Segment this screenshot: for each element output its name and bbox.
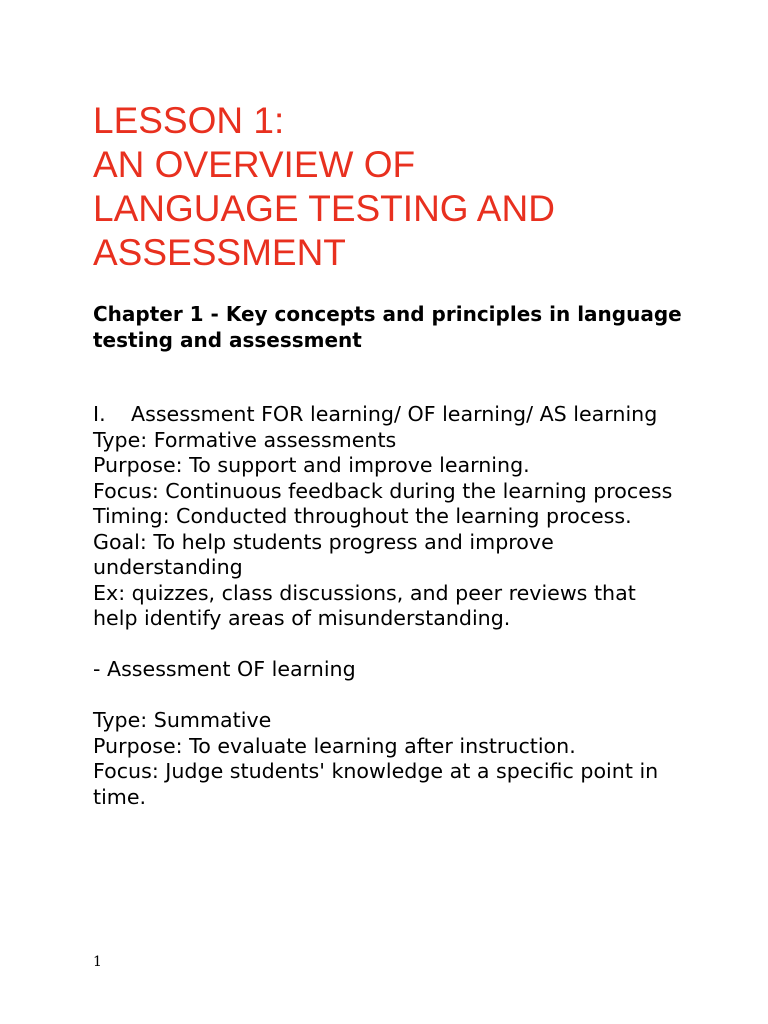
lesson-title-line-3: LANGUAGE TESTING AND [93, 188, 555, 229]
summative-type-line: Type: Summative [93, 708, 272, 732]
section-2-heading: - Assessment OF learning [93, 657, 356, 681]
formative-goal-line: Goal: To help students progress and improve understanding [93, 529, 554, 579]
page-number: 1 [93, 954, 102, 970]
summative-focus-line: Focus: Judge students' knowledge at a specific point in time. [93, 759, 659, 809]
section-1-heading: Assessment FOR learning/ OF learning/ AS learning [131, 402, 658, 426]
paragraph-spacer [93, 632, 683, 658]
document-body [93, 402, 683, 810]
formative-example-line: Ex: quizzes, class discussions, and peer reviews that help identify areas of misunderstanding. [93, 580, 636, 630]
formative-focus-line: Focus: Continuous feedback during the learning process [93, 478, 673, 503]
lesson-title [93, 99, 713, 275]
lesson-title-line-4: ASSESSMENT [93, 232, 346, 273]
formative-type-line: Type: Formative assessments [93, 427, 397, 452]
paragraph-spacer [93, 683, 683, 709]
list-item-section-1 [93, 402, 683, 428]
formative-timing-line: Timing: Conducted throughout the learning process. [93, 504, 632, 528]
list-marker: I. [93, 402, 106, 426]
summative-purpose-line: Purpose: To evaluate learning after instruction. [93, 733, 576, 758]
formative-purpose-line: Purpose: To support and improve learning. [93, 453, 530, 477]
lesson-title-line-2: AN OVERVIEW OF [93, 144, 416, 185]
chapter-title: Chapter 1 - Key concepts and principles in language testing and assessment [93, 302, 682, 352]
lesson-title-line-1: LESSON 1: [93, 100, 285, 141]
